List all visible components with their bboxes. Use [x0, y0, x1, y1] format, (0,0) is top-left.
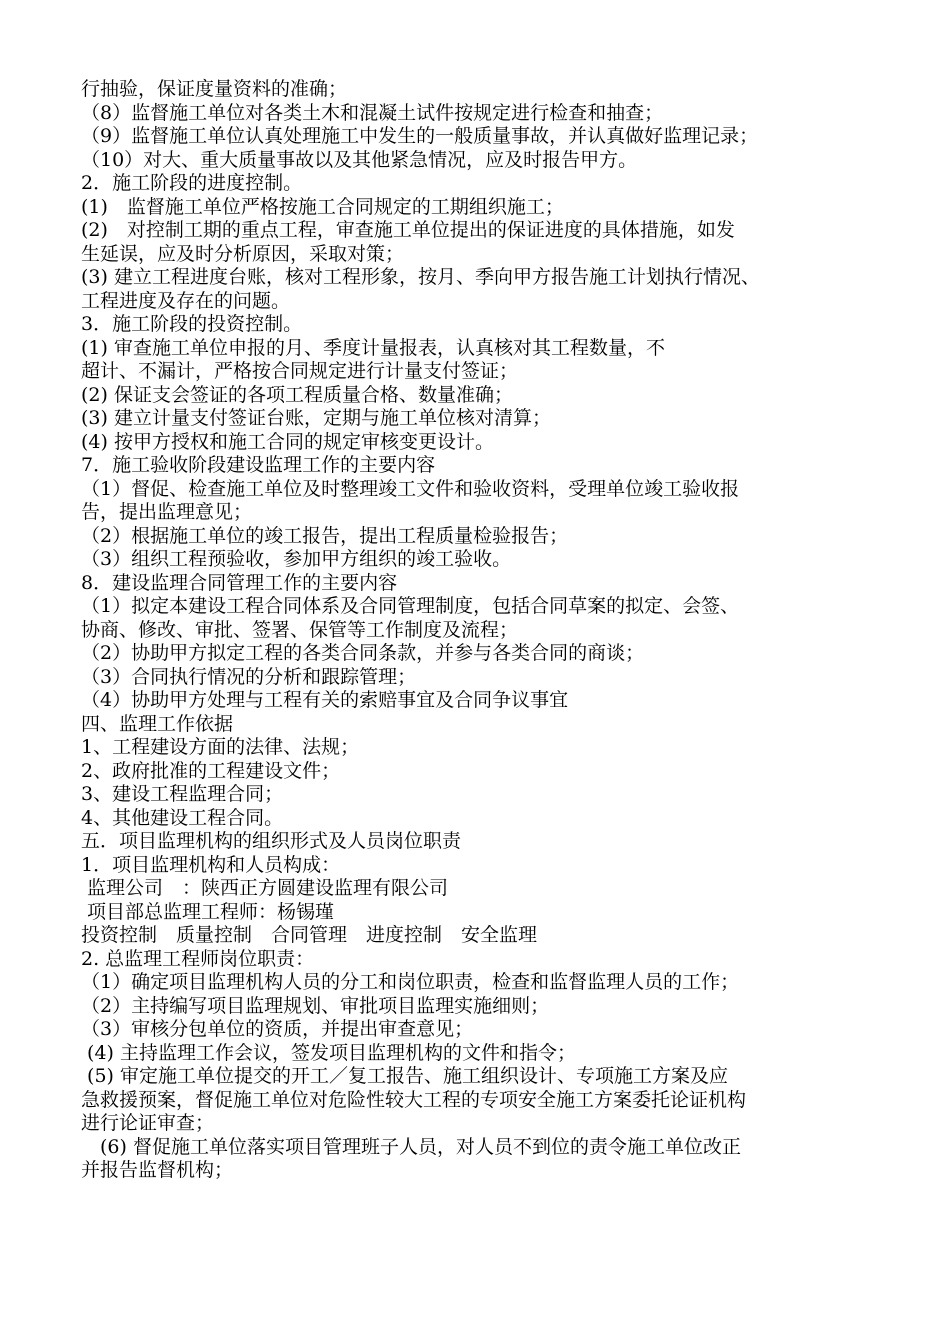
- text-line: 告，提出监理意见；: [81, 501, 253, 523]
- text-line: （2）主持编写项目监理规划、审批项目监理实施细则；: [81, 994, 550, 1017]
- text-line: (2) 保证支会签证的各项工程质量合格、数量准确；: [81, 383, 513, 406]
- text-line: 项目部总监理工程师：杨锡瑾: [81, 900, 335, 923]
- section-heading: 2. 总监理工程师岗位职责：: [81, 947, 315, 970]
- text-line: 行抽验，保证度量资料的准确；: [81, 78, 348, 100]
- text-line: (4) 按甲方授权和施工合同的规定审核变更设计。: [81, 430, 494, 453]
- section-heading: 7．施工验收阶段建设监理工作的主要内容: [81, 454, 436, 476]
- text-line: 生延误，应及时分析原因，采取对策；: [81, 242, 405, 265]
- text-line: (6) 督促施工单位落实项目管理班子人员，对人员不到位的责令施工单位改正: [81, 1135, 741, 1158]
- text-line: 3、建设工程监理合同；: [81, 783, 284, 805]
- text-line: （8）监督施工单位对各类土木和混凝土试件按规定进行检查和抽查；: [81, 101, 664, 124]
- text-line: (3) 建立工程进度台账，核对工程形象，按月、季向甲方报告施工计划执行情况、: [81, 266, 760, 288]
- text-line: (3) 建立计量支付签证台账，定期与施工单位核对清算；: [81, 407, 551, 429]
- section-heading: 四、监理工作依据: [81, 712, 234, 735]
- section-heading: 1．项目监理机构和人员构成：: [81, 853, 341, 876]
- section-heading: 五．项目监理机构的组织形式及人员岗位职责: [81, 830, 462, 852]
- section-heading: 8．建设监理合同管理工作的主要内容: [81, 571, 398, 594]
- text-line: (1) 审查施工单位申报的月、季度计量报表，认真核对其工程数量，不: [81, 336, 665, 359]
- text-line: 监理公司 ：陕西正方圆建设监理有限公司: [81, 877, 449, 899]
- text-line: 工程进度及存在的问题。: [81, 289, 291, 312]
- document-body: [81, 78, 881, 1183]
- text-line: 超计、不漏计，严格按合同规定进行计量支付签证；: [81, 360, 519, 382]
- text-line: 协商、修改、审批、签署、保管等工作制度及流程；: [81, 618, 519, 641]
- text-line: 2、政府批准的工程建设文件；: [81, 759, 341, 782]
- text-line: (5) 审定施工单位提交的开工／复工报告、施工组织设计、专项施工方案及应: [81, 1065, 728, 1087]
- text-line: 1、工程建设方面的法律、法规；: [81, 736, 360, 758]
- text-line: （3）组织工程预验收，参加甲方组织的竣工验收。: [81, 548, 512, 570]
- text-line: （2）根据施工单位的竣工报告，提出工程质量检验报告；: [81, 524, 569, 547]
- text-line: (1) 监督施工单位严格按施工合同规定的工期组织施工；: [81, 195, 564, 218]
- section-heading: 2．施工阶段的进度控制。: [81, 172, 303, 194]
- text-line: （3）合同执行情况的分析和跟踪管理；: [81, 665, 417, 688]
- text-line: （10）对大、重大质量事故以及其他紧急情况，应及时报告甲方。: [81, 148, 638, 171]
- text-line: （1）拟定本建设工程合同体系及合同管理制度，包括合同草案的拟定、会签、: [81, 595, 740, 617]
- text-line: 急救援预案，督促施工单位对危险性较大工程的专项安全施工方案委托论证机构: [81, 1088, 747, 1111]
- section-heading: 3．施工阶段的投资控制。: [81, 313, 303, 335]
- text-line: （3）审核分包单位的资质，并提出审查意见；: [81, 1018, 474, 1040]
- text-line: （1）督促、检查施工单位及时整理竣工文件和验收资料，受理单位竣工验收报: [81, 477, 740, 500]
- text-line: (2) 对控制工期的重点工程，审查施工单位提出的保证进度的具体措施，如发: [81, 219, 735, 241]
- text-line: （1）确定项目监理机构人员的分工和岗位职责，检查和监督监理人员的工作；: [81, 971, 740, 993]
- text-line: 并报告监督机构；: [81, 1159, 234, 1181]
- text-line: 投资控制 质量控制 合同管理 进度控制 安全监理: [81, 924, 538, 946]
- text-line: (4) 主持监理工作会议，签发项目监理机构的文件和指令；: [81, 1041, 576, 1064]
- text-line: 进行论证审查；: [81, 1112, 215, 1134]
- text-line: （9）监督施工单位认真处理施工中发生的一般质量事故，并认真做好监理记录；: [81, 125, 759, 147]
- text-line: 4、其他建设工程合同。: [81, 806, 284, 829]
- text-line: （4）协助甲方处理与工程有关的索赔事宜及合同争议事宜: [81, 689, 569, 711]
- text-line: （2）协助甲方拟定工程的各类合同条款，并参与各类合同的商谈；: [81, 642, 645, 664]
